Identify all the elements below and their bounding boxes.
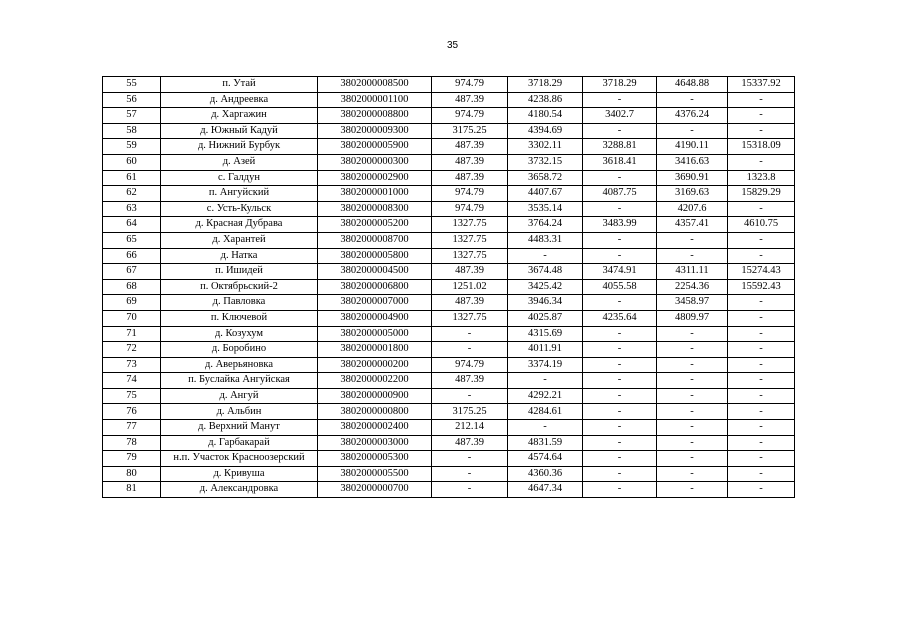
value-4-cell: -: [657, 342, 728, 358]
table-row: [103, 154, 795, 170]
row-number-cell: 70: [103, 310, 161, 326]
value-5-cell: -: [728, 404, 795, 420]
value-4-cell: -: [657, 420, 728, 436]
code-cell: 3802000008700: [318, 232, 432, 248]
code-cell: 3802000000300: [318, 154, 432, 170]
value-3-cell: -: [583, 295, 657, 311]
value-3-cell: -: [583, 326, 657, 342]
value-3-cell: 3474.91: [583, 264, 657, 280]
table-row: [103, 264, 795, 280]
settlement-name-cell: п. Ангуйский: [161, 186, 318, 202]
value-1-cell: 974.79: [432, 201, 508, 217]
value-4-cell: -: [657, 451, 728, 467]
value-2-cell: 4315.69: [508, 326, 583, 342]
code-cell: 3802000004500: [318, 264, 432, 280]
row-number-cell: 64: [103, 217, 161, 233]
value-2-cell: 3658.72: [508, 170, 583, 186]
value-5-cell: 15829.29: [728, 186, 795, 202]
value-2-cell: 4292.21: [508, 388, 583, 404]
value-2-cell: 3764.24: [508, 217, 583, 233]
settlement-name-cell: д. Александровка: [161, 482, 318, 498]
row-number-cell: 74: [103, 373, 161, 389]
table-row: [103, 77, 795, 93]
value-4-cell: 4809.97: [657, 310, 728, 326]
value-2-cell: -: [508, 248, 583, 264]
value-5-cell: -: [728, 451, 795, 467]
value-5-cell: -: [728, 295, 795, 311]
code-cell: 3802000004900: [318, 310, 432, 326]
value-5-cell: -: [728, 435, 795, 451]
row-number-cell: 78: [103, 435, 161, 451]
row-number-cell: 62: [103, 186, 161, 202]
settlement-name-cell: п. Буслайка Ангуйская: [161, 373, 318, 389]
value-5-cell: -: [728, 388, 795, 404]
row-number-cell: 57: [103, 108, 161, 124]
code-cell: 3802000005000: [318, 326, 432, 342]
code-cell: 3802000000200: [318, 357, 432, 373]
table-row: [103, 139, 795, 155]
code-cell: 3802000008500: [318, 77, 432, 93]
settlement-name-cell: д. Харгажин: [161, 108, 318, 124]
value-1-cell: 1327.75: [432, 232, 508, 248]
value-5-cell: -: [728, 201, 795, 217]
code-cell: 3802000008800: [318, 108, 432, 124]
value-1-cell: 1327.75: [432, 217, 508, 233]
settlement-name-cell: п. Утай: [161, 77, 318, 93]
table-row: [103, 420, 795, 436]
value-3-cell: 3718.29: [583, 77, 657, 93]
value-1-cell: 1327.75: [432, 310, 508, 326]
value-5-cell: -: [728, 482, 795, 498]
value-1-cell: 1327.75: [432, 248, 508, 264]
row-number-cell: 55: [103, 77, 161, 93]
settlement-name-cell: с. Усть-Кульск: [161, 201, 318, 217]
value-1-cell: -: [432, 326, 508, 342]
value-4-cell: 3458.97: [657, 295, 728, 311]
code-cell: 3802000005300: [318, 451, 432, 467]
value-5-cell: -: [728, 123, 795, 139]
value-1-cell: 974.79: [432, 108, 508, 124]
value-3-cell: -: [583, 435, 657, 451]
code-cell: 3802000000900: [318, 388, 432, 404]
value-3-cell: -: [583, 451, 657, 467]
value-4-cell: -: [657, 388, 728, 404]
settlement-name-cell: д. Андреевка: [161, 92, 318, 108]
row-number-cell: 69: [103, 295, 161, 311]
table-row: [103, 92, 795, 108]
table-row: [103, 388, 795, 404]
row-number-cell: 60: [103, 154, 161, 170]
value-3-cell: 3483.99: [583, 217, 657, 233]
value-2-cell: 3946.34: [508, 295, 583, 311]
value-4-cell: -: [657, 92, 728, 108]
value-5-cell: 15274.43: [728, 264, 795, 280]
table-row: [103, 217, 795, 233]
value-3-cell: -: [583, 373, 657, 389]
value-1-cell: 974.79: [432, 357, 508, 373]
value-1-cell: -: [432, 342, 508, 358]
settlement-name-cell: д. Боробино: [161, 342, 318, 358]
value-4-cell: 3690.91: [657, 170, 728, 186]
table-row: [103, 108, 795, 124]
value-4-cell: -: [657, 326, 728, 342]
code-cell: 3802000001800: [318, 342, 432, 358]
settlement-name-cell: д. Аверьяновка: [161, 357, 318, 373]
value-1-cell: 487.39: [432, 139, 508, 155]
settlement-name-cell: д. Ангуй: [161, 388, 318, 404]
value-5-cell: -: [728, 108, 795, 124]
table-row: [103, 201, 795, 217]
code-cell: 3802000003000: [318, 435, 432, 451]
value-5-cell: -: [728, 92, 795, 108]
value-5-cell: 15318.09: [728, 139, 795, 155]
value-2-cell: 4831.59: [508, 435, 583, 451]
value-3-cell: -: [583, 342, 657, 358]
value-4-cell: 4376.24: [657, 108, 728, 124]
code-cell: 3802000005900: [318, 139, 432, 155]
value-2-cell: 4360.36: [508, 466, 583, 482]
value-3-cell: 4235.64: [583, 310, 657, 326]
row-number-cell: 75: [103, 388, 161, 404]
value-3-cell: 3288.81: [583, 139, 657, 155]
value-3-cell: -: [583, 248, 657, 264]
value-1-cell: 487.39: [432, 154, 508, 170]
table-row: [103, 342, 795, 358]
settlement-name-cell: с. Галдун: [161, 170, 318, 186]
value-4-cell: 3416.63: [657, 154, 728, 170]
code-cell: 3802000008300: [318, 201, 432, 217]
value-1-cell: 487.39: [432, 373, 508, 389]
value-2-cell: 4284.61: [508, 404, 583, 420]
value-2-cell: 4574.64: [508, 451, 583, 467]
value-1-cell: -: [432, 451, 508, 467]
row-number-cell: 61: [103, 170, 161, 186]
row-number-cell: 76: [103, 404, 161, 420]
row-number-cell: 59: [103, 139, 161, 155]
value-4-cell: -: [657, 435, 728, 451]
value-3-cell: 4087.75: [583, 186, 657, 202]
value-5-cell: -: [728, 342, 795, 358]
settlement-name-cell: д. Азей: [161, 154, 318, 170]
settlement-name-cell: д. Кривуша: [161, 466, 318, 482]
code-cell: 3802000001100: [318, 92, 432, 108]
value-2-cell: -: [508, 373, 583, 389]
value-1-cell: -: [432, 482, 508, 498]
settlement-name-cell: д. Натка: [161, 248, 318, 264]
value-2-cell: 3302.11: [508, 139, 583, 155]
code-cell: 3802000000800: [318, 404, 432, 420]
table-row: [103, 357, 795, 373]
value-2-cell: -: [508, 420, 583, 436]
value-1-cell: 212.14: [432, 420, 508, 436]
table-row: [103, 295, 795, 311]
value-5-cell: 1323.8: [728, 170, 795, 186]
settlement-name-cell: д. Альбин: [161, 404, 318, 420]
row-number-cell: 79: [103, 451, 161, 467]
table-row: [103, 123, 795, 139]
table-row: [103, 482, 795, 498]
value-3-cell: -: [583, 404, 657, 420]
value-4-cell: -: [657, 466, 728, 482]
code-cell: 3802000000700: [318, 482, 432, 498]
value-1-cell: -: [432, 388, 508, 404]
code-cell: 3802000002400: [318, 420, 432, 436]
row-number-cell: 80: [103, 466, 161, 482]
row-number-cell: 56: [103, 92, 161, 108]
settlement-name-cell: д. Павловка: [161, 295, 318, 311]
value-3-cell: -: [583, 420, 657, 436]
value-2-cell: 4483.31: [508, 232, 583, 248]
settlements-table: [102, 76, 795, 498]
table-row: [103, 310, 795, 326]
table-row: [103, 435, 795, 451]
row-number-cell: 66: [103, 248, 161, 264]
value-5-cell: -: [728, 466, 795, 482]
value-3-cell: -: [583, 201, 657, 217]
value-5-cell: -: [728, 373, 795, 389]
value-2-cell: 4011.91: [508, 342, 583, 358]
table-row: [103, 279, 795, 295]
value-3-cell: -: [583, 482, 657, 498]
row-number-cell: 81: [103, 482, 161, 498]
value-1-cell: 3175.25: [432, 404, 508, 420]
code-cell: 3802000002900: [318, 170, 432, 186]
value-3-cell: -: [583, 232, 657, 248]
value-5-cell: -: [728, 357, 795, 373]
value-1-cell: 1251.02: [432, 279, 508, 295]
value-5-cell: -: [728, 420, 795, 436]
value-1-cell: -: [432, 466, 508, 482]
value-3-cell: -: [583, 92, 657, 108]
table-row: [103, 232, 795, 248]
table-body: [103, 77, 795, 498]
value-2-cell: 4394.69: [508, 123, 583, 139]
code-cell: 3802000007000: [318, 295, 432, 311]
settlement-name-cell: д. Харантей: [161, 232, 318, 248]
table-row: [103, 404, 795, 420]
settlement-name-cell: н.п. Участок Красноозерский: [161, 451, 318, 467]
value-3-cell: 4055.58: [583, 279, 657, 295]
code-cell: 3802000005800: [318, 248, 432, 264]
settlement-name-cell: п. Ишидей: [161, 264, 318, 280]
settlement-name-cell: д. Южный Кадуй: [161, 123, 318, 139]
table-row: [103, 186, 795, 202]
value-5-cell: -: [728, 310, 795, 326]
value-3-cell: -: [583, 388, 657, 404]
code-cell: 3802000005200: [318, 217, 432, 233]
value-1-cell: 974.79: [432, 186, 508, 202]
value-2-cell: 4025.87: [508, 310, 583, 326]
settlement-name-cell: п. Ключевой: [161, 310, 318, 326]
value-4-cell: -: [657, 357, 728, 373]
row-number-cell: 65: [103, 232, 161, 248]
value-2-cell: 3425.42: [508, 279, 583, 295]
value-1-cell: 3175.25: [432, 123, 508, 139]
value-3-cell: -: [583, 357, 657, 373]
value-1-cell: 487.39: [432, 435, 508, 451]
code-cell: 3802000006800: [318, 279, 432, 295]
row-number-cell: 63: [103, 201, 161, 217]
settlement-name-cell: д. Красная Дубрава: [161, 217, 318, 233]
value-2-cell: 3718.29: [508, 77, 583, 93]
value-2-cell: 4180.54: [508, 108, 583, 124]
value-5-cell: 15592.43: [728, 279, 795, 295]
value-1-cell: 487.39: [432, 264, 508, 280]
settlement-name-cell: д. Нижний Бурбук: [161, 139, 318, 155]
value-1-cell: 487.39: [432, 92, 508, 108]
value-4-cell: -: [657, 482, 728, 498]
value-5-cell: -: [728, 232, 795, 248]
table-row: [103, 466, 795, 482]
value-2-cell: 3374.19: [508, 357, 583, 373]
row-number-cell: 67: [103, 264, 161, 280]
table-row: [103, 170, 795, 186]
settlement-name-cell: д. Гарбакарай: [161, 435, 318, 451]
row-number-cell: 58: [103, 123, 161, 139]
settlement-name-cell: п. Октябрьский-2: [161, 279, 318, 295]
value-5-cell: -: [728, 248, 795, 264]
row-number-cell: 72: [103, 342, 161, 358]
value-5-cell: 15337.92: [728, 77, 795, 93]
settlement-name-cell: д. Козухум: [161, 326, 318, 342]
value-2-cell: 3732.15: [508, 154, 583, 170]
value-3-cell: 3618.41: [583, 154, 657, 170]
value-1-cell: 487.39: [432, 170, 508, 186]
code-cell: 3802000005500: [318, 466, 432, 482]
row-number-cell: 73: [103, 357, 161, 373]
table-row: [103, 326, 795, 342]
value-1-cell: 974.79: [432, 77, 508, 93]
value-4-cell: -: [657, 232, 728, 248]
row-number-cell: 77: [103, 420, 161, 436]
value-4-cell: 4648.88: [657, 77, 728, 93]
value-4-cell: -: [657, 123, 728, 139]
value-4-cell: -: [657, 373, 728, 389]
page-number: 35: [446, 40, 459, 51]
value-3-cell: -: [583, 170, 657, 186]
value-4-cell: -: [657, 404, 728, 420]
row-number-cell: 68: [103, 279, 161, 295]
value-3-cell: 3402.7: [583, 108, 657, 124]
code-cell: 3802000002200: [318, 373, 432, 389]
value-5-cell: -: [728, 326, 795, 342]
table-row: [103, 373, 795, 389]
value-4-cell: 4311.11: [657, 264, 728, 280]
value-4-cell: -: [657, 248, 728, 264]
value-1-cell: 487.39: [432, 295, 508, 311]
code-cell: 3802000009300: [318, 123, 432, 139]
value-2-cell: 4407.67: [508, 186, 583, 202]
value-4-cell: 3169.63: [657, 186, 728, 202]
value-4-cell: 4207.6: [657, 201, 728, 217]
value-5-cell: -: [728, 154, 795, 170]
value-4-cell: 4190.11: [657, 139, 728, 155]
value-2-cell: 3535.14: [508, 201, 583, 217]
row-number-cell: 71: [103, 326, 161, 342]
table-row: [103, 451, 795, 467]
code-cell: 3802000001000: [318, 186, 432, 202]
value-4-cell: 2254.36: [657, 279, 728, 295]
table-row: [103, 248, 795, 264]
value-5-cell: 4610.75: [728, 217, 795, 233]
value-4-cell: 4357.41: [657, 217, 728, 233]
settlement-name-cell: д. Верхний Манут: [161, 420, 318, 436]
value-2-cell: 3674.48: [508, 264, 583, 280]
value-3-cell: -: [583, 466, 657, 482]
value-2-cell: 4238.86: [508, 92, 583, 108]
value-3-cell: -: [583, 123, 657, 139]
value-2-cell: 4647.34: [508, 482, 583, 498]
